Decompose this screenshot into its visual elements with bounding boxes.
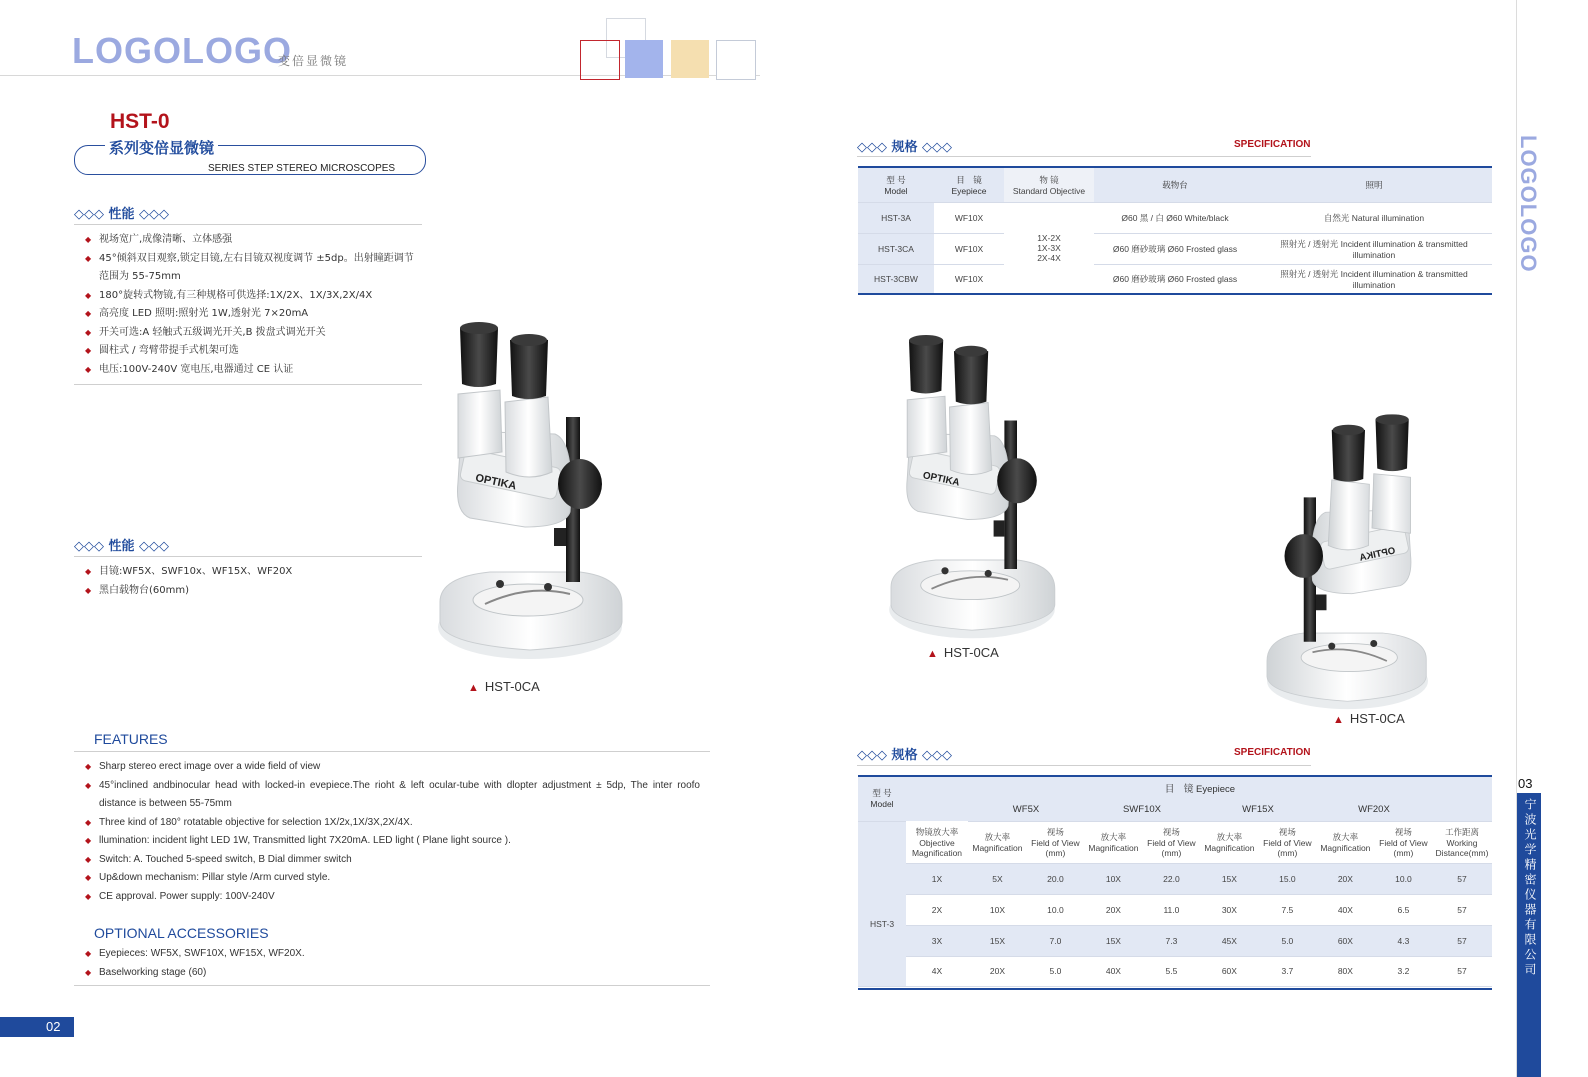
group-wf5x: WF5X <box>968 799 1084 821</box>
microscope-image-1 <box>430 322 630 662</box>
col-fov: 视场 Field of View (mm) <box>1375 821 1432 863</box>
caption-2: ▲ HST-0CA <box>927 645 999 660</box>
accessories-title: OPTIONAL ACCESSORIES <box>94 925 269 941</box>
table-row: HST-3 1X 5X 20.0 10X 22.0 15X 15.0 20X 10.0 57 <box>858 863 1492 894</box>
perf2-divider <box>74 556 422 557</box>
col-objective-mag: 物镜放大率 Objective Magnification <box>906 821 968 863</box>
header-subtitle: 变倍显微镜 <box>278 54 349 68</box>
features-divider <box>74 751 710 752</box>
table-row: 4X 20X 5.0 40X 5.5 60X 3.7 80X 3.2 57 <box>858 956 1492 986</box>
col-model: 型 号 Model <box>858 777 906 821</box>
triangle-icon: ▲ <box>1333 714 1344 726</box>
spec2-table <box>858 777 1492 987</box>
group-wf20x: WF20X <box>1316 799 1432 821</box>
accessories-list <box>85 945 700 982</box>
list-item: ◆ 电压:100V-240V 宽电压,电器通过 CE 认证 <box>85 361 423 380</box>
perf2-section-title: ◇◇◇ 性能 ◇◇◇ <box>74 539 170 554</box>
col-fov: 视场 Field of View (mm) <box>1259 821 1316 863</box>
accessories-divider <box>74 985 710 986</box>
col-fov: 视场 Field of View (mm) <box>1027 821 1084 863</box>
deco-square-outline <box>716 40 756 80</box>
list-item: ◆ 高亮度 LED 照明:照射光 1W,透射光 7×20mA <box>85 305 423 324</box>
brand-logo: LOGOLOGO <box>72 30 292 71</box>
table-row: HST-3CBW WF10X Ø60 磨砂玻璃 Ø60 Frosted glass 照射光 / 透射光 Incident illumination & transmitted illumination <box>858 264 1492 294</box>
list-item: ◆ Switch: A. Touched 5-speed switch, B Dial dimmer switch <box>85 851 700 870</box>
table-row: HST-3CA WF10X Ø60 磨砂玻璃 Ø60 Frosted glass 照射光 / 透射光 Incident illumination & transmitted illumination <box>858 233 1492 264</box>
col-model: 型 号 Model <box>858 168 934 202</box>
list-item: ◆ Three kind of 180° rotatable objective for selection 1X/2x,1X/3X,2X/4X. <box>85 814 700 833</box>
list-item: ◆ Sharp stereo erect image over a wide field of view <box>85 758 700 777</box>
col-objective: 物 镜 Standard Objective <box>1004 168 1094 202</box>
perf-section-title: ◇◇◇ 性能 ◇◇◇ <box>74 207 170 222</box>
spec1-title: ◇◇◇ 规格 ◇◇◇ <box>857 140 953 155</box>
list-item: ◆ 圆柱式 / 弯臂带提手式机架可选 <box>85 342 423 361</box>
group-swf10x: SWF10X <box>1084 799 1200 821</box>
spec1-title-en: SPECIFICATION <box>1234 139 1311 150</box>
spec1-table <box>858 168 1492 295</box>
model-title: HST-0 <box>110 110 170 133</box>
list-item: ◆ 45°inclined andbinocular head with locked-in evepiece.The rioht & left ocular-tube with dlopter adjustment ± 5dp, The inter roofo distance is between 55-75mm <box>85 777 700 814</box>
list-item: ◆ 开关可选:A 轻触式五级调光开关,B 拨盘式调光开关 <box>85 324 423 343</box>
col-model-blank <box>858 821 906 863</box>
caption-3: ▲ HST-0CA <box>1333 711 1405 726</box>
page-number-bar-left <box>0 1017 74 1037</box>
col-blank-right <box>1432 777 1492 821</box>
caption-1: ▲ HST-0CA <box>468 679 540 694</box>
list-item: ◆ Baselworking stage (60) <box>85 964 700 983</box>
col-light: 照明 <box>1256 168 1492 202</box>
col-mag: 放大率 Magnification <box>1316 821 1375 863</box>
microscope-image-2 <box>882 335 1062 641</box>
spec2-bottom-rule <box>858 988 1492 990</box>
col-eyepiece: 目 镜 Eyepiece <box>934 168 1004 202</box>
page-number-left: 02 <box>46 1019 61 1034</box>
deco-square-blue <box>625 40 663 78</box>
col-mag: 放大率 Magnification <box>1200 821 1259 863</box>
list-item: ◆ CE approval. Power supply: 100V-240V <box>85 888 700 907</box>
group-wf15x: WF15X <box>1200 799 1316 821</box>
features-title: FEATURES <box>94 731 168 747</box>
list-item: ◆ 黑白载物台(60mm) <box>85 582 423 601</box>
company-name: 宁波光学精密仪器有限公司 <box>1523 798 1537 978</box>
series-title-cn: 系列变倍显微镜 <box>105 137 218 158</box>
spec2-title-en: SPECIFICATION <box>1234 747 1311 758</box>
list-item: ◆ Eyepieces: WF5X, SWF10X, WF15X, WF20X. <box>85 945 700 964</box>
spec1-bottom-rule <box>858 293 1492 295</box>
model-cell: HST-3 <box>858 863 906 986</box>
microscope-image-3 <box>1260 414 1435 712</box>
triangle-icon: ▲ <box>468 682 479 694</box>
list-item: ◆ 45°倾斜双目观察,锁定目镜,左右目镜双视度调节 ±5dp。出射瞳距调节范围为 55-75mm <box>85 250 423 287</box>
objective-shared-cell: 1X-2X 1X-3X 2X-4X <box>1004 202 1094 294</box>
list-item: ◆ 目镜:WF5X、SWF10x、WF15X、WF20X <box>85 563 423 582</box>
spec2-title: ◇◇◇ 规格 ◇◇◇ <box>857 748 953 763</box>
col-eyepiece: 目 镜 Eyepiece <box>968 777 1432 799</box>
perf-divider <box>74 224 422 225</box>
col-blank <box>906 777 968 821</box>
col-mag: 放大率 Magnification <box>968 821 1027 863</box>
table-row: 3X 15X 7.0 15X 7.3 45X 5.0 60X 4.3 57 <box>858 925 1492 956</box>
perf-list <box>85 231 423 379</box>
spec2-divider <box>857 765 1311 766</box>
list-item: ◆ 视场宽广,成像清晰、立体感强 <box>85 231 423 250</box>
triangle-icon: ▲ <box>927 648 938 660</box>
col-fov: 视场 Field of View (mm) <box>1143 821 1200 863</box>
spec1-divider <box>857 156 1311 157</box>
col-working-distance: 工作距离 Working Distance(mm) <box>1432 821 1492 863</box>
series-title-en: SERIES STEP STEREO MICROSCOPES <box>204 163 399 174</box>
list-item: ◆ 180°旋转式物镜,有三种规格可供选择:1X/2X、1X/3X,2X/4X <box>85 287 423 306</box>
vertical-logo: LOGOLOGO <box>1516 135 1541 273</box>
deco-square-red-outline <box>580 40 620 80</box>
col-mag: 放大率 Magnification <box>1084 821 1143 863</box>
deco-square-yellow <box>671 40 709 78</box>
list-item: ◆ llumination: incident light LED 1W, Transmitted light 7X20mA. LED light ( Plane light source ). <box>85 832 700 851</box>
table-row: HST-3A WF10X 1X-2X 1X-3X 2X-4X Ø60 黑 / 白 Ø60 White/black 自然光 Natural illumination <box>858 202 1492 233</box>
table-row: 2X 10X 10.0 20X 11.0 30X 7.5 40X 6.5 57 <box>858 894 1492 925</box>
page-number-right: 03 <box>1518 776 1533 791</box>
list-item: ◆ Up&down mechanism: Pillar style /Arm curved style. <box>85 869 700 888</box>
col-stage: 载物台 <box>1094 168 1256 202</box>
features-list <box>85 758 700 906</box>
perf2-list <box>85 563 423 600</box>
perf-end-divider <box>74 384 422 385</box>
